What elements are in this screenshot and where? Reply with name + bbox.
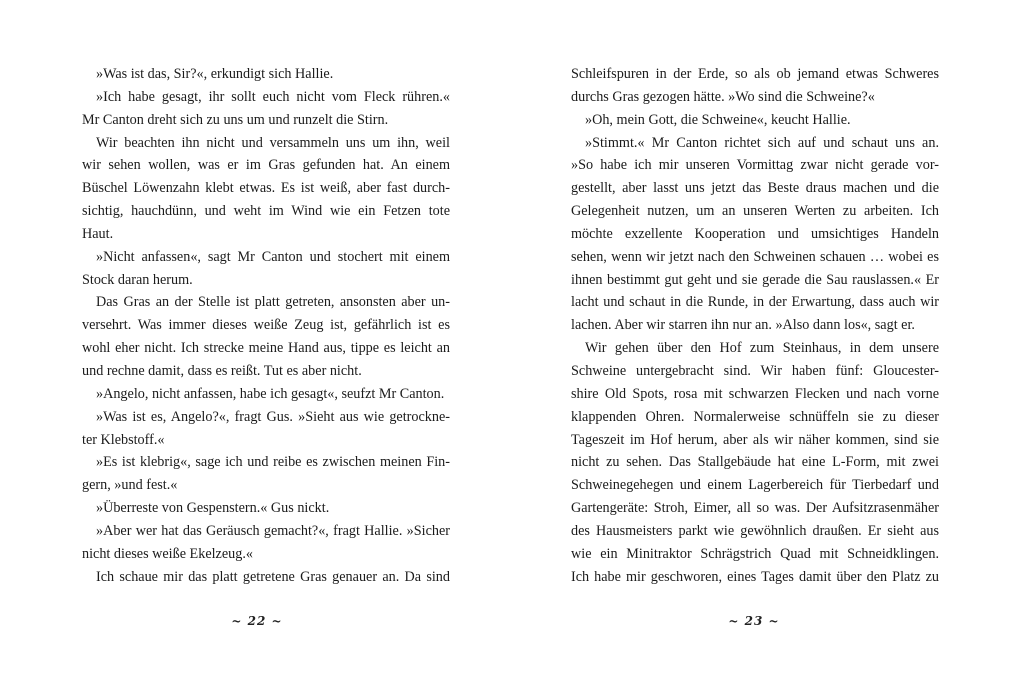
text-line: »Was ist das, Sir?«, erkundigt sich Hallie. [96,66,334,82]
text-line: »Was ist es, Angelo?«, fragt Gus. »Sieht aus wie getrockne- [96,408,450,425]
text-line: »Stimmt.« Mr Canton richtet sich auf und schaut uns an. [585,134,939,151]
text-line: Wir gehen über den Hof zum Steinhaus, in dem unsere [585,340,939,357]
text-line: »Überreste von Gespenstern.« Gus nickt. [96,500,330,517]
text-line: Schleifspuren in der Erde, so als ob jemand etwas Schweres [571,66,939,82]
text-line: wir sehen wollen, was er im Gras gefunden hat. An einem [82,157,450,174]
text-line: ihnen bestimmt gut geht und sie gerade die Sau rauslassen.« Er [571,271,939,288]
text-line: sehen, wenn wir jetzt nach den Schweinen schauen … wobei es [571,248,939,265]
left-page-number: ~ 22 ~ [231,614,283,628]
text-line: möchte exzellente Kooperation und umsichtiges Handeln [571,225,939,242]
text-line: Büschel Löwenzahn klebt etwas. Es ist weiß, aber fast durch- [82,180,450,197]
text-line: Mr Canton dreht sich zu uns um und runzelt die Stirn. [82,111,389,128]
text-line: Stock daran herum. [82,271,193,288]
left-page-text [82,63,450,588]
right-page-text [571,63,939,588]
text-line: Schweinegehegen und einem Lagerbereich für Tierbedarf und [571,477,939,494]
text-line: klappenden Ohren. Normalerweise schnüffeln sie zu dieser [571,408,939,425]
text-line: Das Gras an der Stelle ist platt getreten, ansonsten aber un- [96,294,450,311]
text-line: nicht dieses weiße Ekelzeug.« [82,545,253,562]
text-line: des Hausmeisters parkt wie gewöhnlich draußen. Er sieht aus [571,522,939,539]
text-line: wie ein Minitraktor Schrägstrich Quad mit Schneidklingen. [571,545,939,562]
text-line: »Nicht anfassen«, sagt Mr Canton und stochert mit einem [96,248,450,265]
text-line: und rechne damit, dass es reißt. Tut es aber nicht. [82,362,362,379]
text-line: »Ich habe gesagt, ihr sollt euch nicht vom Fleck rühren.« [96,88,450,105]
text-line: Haut. [82,225,114,242]
text-line: Gelegenheit nutzen, um an unseren Werten zu arbeiten. Ich [571,203,939,220]
text-line: »Aber wer hat das Geräusch gemacht?«, fragt Hallie. »Sicher [96,522,450,539]
text-line: lachen. Aber wir starren ihn nur an. »Also dann los«, sagt er. [571,317,915,334]
text-line: gern, »und fest.« [82,477,178,494]
text-line: sichtig, hauchdünn, und weht im Wind wie ein Fetzen tote [82,203,450,220]
text-line: Ich schaue mir das platt getretene Gras genauer an. Da sind [96,568,450,585]
text-line: »Oh, mein Gott, die Schweine«, keucht Hallie. [585,111,851,128]
text-line: »So habe ich mir unseren Vormittag zwar nicht gerade vor- [571,157,939,174]
text-line: wohl eher nicht. Ich strecke meine Hand aus, tippe es leicht an [82,340,450,357]
text-line: »Angelo, nicht anfassen, habe ich gesagt«, seufzt Mr Canton. [96,385,445,402]
text-line: durchs Gras gezogen hätte. »Wo sind die Schweine?« [571,88,875,105]
text-line: gestellt, aber lasst uns jetzt das Beste draus machen und die [571,180,939,197]
text-line: Ich habe mir geschworen, eines Tages damit über den Platz zu [571,568,939,585]
text-line: »Es ist klebrig«, sage ich und reibe es zwischen meinen Fin- [96,454,450,471]
right-page-number: ~ 23 ~ [728,614,780,628]
text-line: nicht zu sehen. Das Stallgebäude hat eine L-Form, mit zwei [571,454,939,471]
text-line: Wir beachten ihn nicht und versammeln uns um ihn, weil [96,134,450,151]
text-line: lacht und schaut in die Runde, in der Erwartung, dass auch wir [571,294,939,311]
text-line: Gartengeräte: Stroh, Eimer, all so was. Der Aufsitzrasenmäher [571,500,939,517]
text-line: ter Klebstoff.« [82,431,165,448]
text-line: shire Old Spots, rosa mit schwarzen Flecken und nach vorne [571,385,939,402]
text-line: Tageszeit im Hof herum, aber als wir näher kommen, sind sie [571,431,939,448]
text-line: versehrt. Was immer dieses weiße Zeug ist, gefährlich ist es [82,317,450,334]
text-line: Schweine untergebracht sind. Wir haben fünf: Gloucester- [571,362,939,379]
